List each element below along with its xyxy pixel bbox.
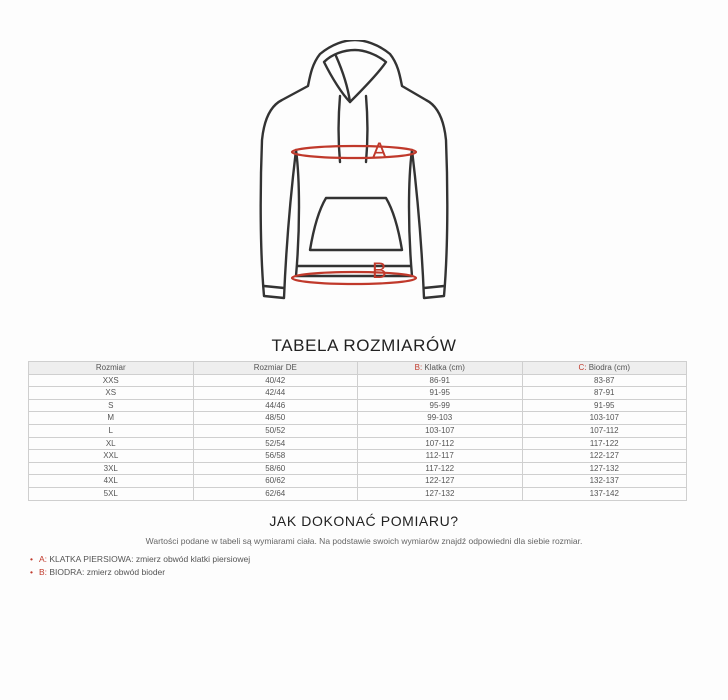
cell-hips: 117-122	[522, 437, 687, 450]
hoodie-hood-inner	[324, 50, 386, 102]
label-b: B	[372, 258, 387, 283]
measure-item-hips: • B: BIODRA: zmierz obwód bioder	[30, 567, 166, 577]
table-row	[29, 374, 687, 387]
measure-line-b	[292, 272, 416, 284]
hoodie-illustration	[240, 40, 480, 330]
column-header-size: Rozmiar	[29, 362, 194, 375]
cell-size: XXL	[29, 450, 194, 463]
column-header-hips: C: Biodra (cm)	[522, 362, 687, 375]
cell-size-de: 60/62	[193, 475, 358, 488]
cell-hips: 107-112	[522, 424, 687, 437]
cell-size: S	[29, 399, 194, 412]
cuff-left	[264, 286, 284, 288]
cell-hips: 132-137	[522, 475, 687, 488]
cell-chest: 127-132	[358, 487, 523, 500]
cell-size-de: 58/60	[193, 462, 358, 475]
cell-chest: 112-117	[358, 450, 523, 463]
size-table-title: TABELA ROZMIARÓW	[271, 336, 457, 355]
cell-hips: 83-87	[522, 374, 687, 387]
cell-size-de: 50/52	[193, 424, 358, 437]
measure-item-chest: • A: KLATKA PIERSIOWA: zmierz obwód klatki piersiowej	[30, 554, 251, 564]
cell-size: M	[29, 412, 194, 425]
cell-chest: 117-122	[358, 462, 523, 475]
cell-size-de: 44/46	[193, 399, 358, 412]
cell-size-de: 62/64	[193, 487, 358, 500]
cell-hips: 127-132	[522, 462, 687, 475]
table-row	[29, 399, 687, 412]
cuff-right	[424, 286, 444, 288]
cell-size: 4XL	[29, 475, 194, 488]
cell-size: XXS	[29, 374, 194, 387]
cell-hips: 91-95	[522, 399, 687, 412]
table-row	[29, 412, 687, 425]
table-row	[29, 424, 687, 437]
cell-size: 5XL	[29, 487, 194, 500]
cell-chest: 86-91	[358, 374, 523, 387]
table-row	[29, 462, 687, 475]
table-row	[29, 437, 687, 450]
cell-size-de: 40/42	[193, 374, 358, 387]
drawstring-right-icon	[366, 96, 368, 162]
cell-size: L	[29, 424, 194, 437]
table-row	[29, 450, 687, 463]
pocket-outline	[310, 198, 402, 250]
cell-size-de: 42/44	[193, 387, 358, 400]
cell-size-de: 48/50	[193, 412, 358, 425]
bullet-icon: •	[30, 567, 33, 577]
cell-hips: 103-107	[522, 412, 687, 425]
cell-size: 3XL	[29, 462, 194, 475]
cell-chest: 107-112	[358, 437, 523, 450]
table-row	[29, 487, 687, 500]
column-header-size-de: Rozmiar DE	[193, 362, 358, 375]
cell-size: XL	[29, 437, 194, 450]
cell-size: XS	[29, 387, 194, 400]
cell-size-de: 52/54	[193, 437, 358, 450]
column-header-chest: B: Klatka (cm)	[358, 362, 523, 375]
table-row	[29, 475, 687, 488]
measure-title: JAK DOKONAĆ POMIARU?	[269, 513, 459, 529]
size-table-header-row	[29, 362, 687, 375]
cell-hips: 122-127	[522, 450, 687, 463]
measure-line-a	[292, 146, 416, 158]
hoodie-body-outline	[261, 40, 448, 298]
cell-chest: 122-127	[358, 475, 523, 488]
cell-chest: 99-103	[358, 412, 523, 425]
cell-chest: 103-107	[358, 424, 523, 437]
size-table	[28, 361, 687, 501]
measure-list	[30, 553, 250, 579]
measure-intro: Wartości podane w tabeli są wymiarami ciała. Na podstawie swoich wymiarów znajdź odpowiedni dla siebie rozmiar.	[145, 536, 583, 546]
label-a: A	[372, 138, 387, 163]
cell-chest: 95-99	[358, 399, 523, 412]
cell-hips: 87-91	[522, 387, 687, 400]
drawstring-left-icon	[339, 96, 341, 162]
cell-chest: 91-95	[358, 387, 523, 400]
bullet-icon: •	[30, 554, 33, 564]
cell-size-de: 56/58	[193, 450, 358, 463]
cell-hips: 137-142	[522, 487, 687, 500]
table-row	[29, 387, 687, 400]
